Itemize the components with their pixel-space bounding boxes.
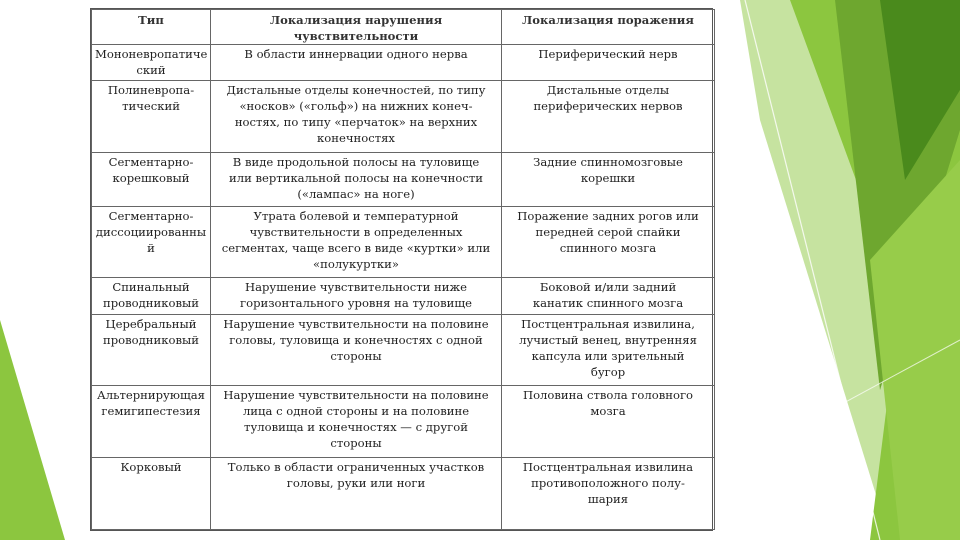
table-row: [92, 278, 715, 314]
table-header-row: [92, 10, 715, 45]
cell-lesion: Постцентральная извилина, лучистый венец, внутренняя капсула или зрительный бугор: [502, 314, 715, 385]
cell-disorder: Только в области ограниченных участков головы, руки или ноги: [211, 457, 502, 529]
cell-type: Сегментарно- диссоциированны й: [92, 206, 211, 277]
cell-type: Альтернирующая гемигипестезия: [92, 386, 211, 457]
cell-disorder: Утрата болевой и температурной чувствительности в определенных сегментах, чаще всего в виде «куртки» или «полукуртки»: [211, 206, 502, 277]
table-row: [92, 206, 715, 277]
cell-lesion: Периферический нерв: [502, 45, 715, 81]
cell-disorder: В области иннервации одного нерва: [211, 45, 502, 81]
cell-lesion: Боковой и/или задний канатик спинного мозга: [502, 278, 715, 314]
cell-disorder: Нарушение чувствительности ниже горизонтального уровня на туловище: [211, 278, 502, 314]
cell-type: Мононевропатиче ский: [92, 45, 211, 81]
cell-type: Церебральный проводниковый: [92, 314, 211, 385]
cell-disorder: Дистальные отделы конечностей, по типу «носков» («гольф») на нижних конеч- ностях, по типу «перчаток» на верхних конечностях: [211, 81, 502, 152]
cell-type: Спинальный проводниковый: [92, 278, 211, 314]
cell-disorder: Нарушение чувствительности на половине головы, туловища и конечностях с одной стороны: [211, 314, 502, 385]
cell-lesion: Дистальные отделы периферических нервов: [502, 81, 715, 152]
table-row: [92, 152, 715, 206]
cell-type: Корковый: [92, 457, 211, 529]
header-type: Тип: [92, 10, 211, 45]
left-corner-triangle: [0, 320, 65, 540]
cell-disorder: Нарушение чувствительности на половине лица с одной стороны и на половине туловища и конечностях — с другой стороны: [211, 386, 502, 457]
table-row: [92, 457, 715, 529]
table-row: [92, 81, 715, 152]
cell-lesion: Половина ствола головного мозга: [502, 386, 715, 457]
cell-lesion: Задние спинномозговые корешки: [502, 152, 715, 206]
sensitivity-disorders-table: [90, 8, 713, 531]
cell-type: Сегментарно- корешковый: [92, 152, 211, 206]
cell-type: Полиневропа- тический: [92, 81, 211, 152]
header-lesion-localization: Локализация поражения: [502, 10, 715, 45]
cell-lesion: Поражение задних рогов или передней серой спайки спинного мозга: [502, 206, 715, 277]
header-disorder-localization: Локализация нарушения чувствительности: [211, 10, 502, 45]
cell-lesion: Постцентральная извилина противоположного полу- шария: [502, 457, 715, 529]
table: [91, 9, 715, 530]
table-row: [92, 314, 715, 385]
cell-disorder: В виде продольной полосы на туловище или вертикальной полосы на конечности («лампас» на ноге): [211, 152, 502, 206]
table-row: [92, 386, 715, 457]
table-row: [92, 45, 715, 81]
